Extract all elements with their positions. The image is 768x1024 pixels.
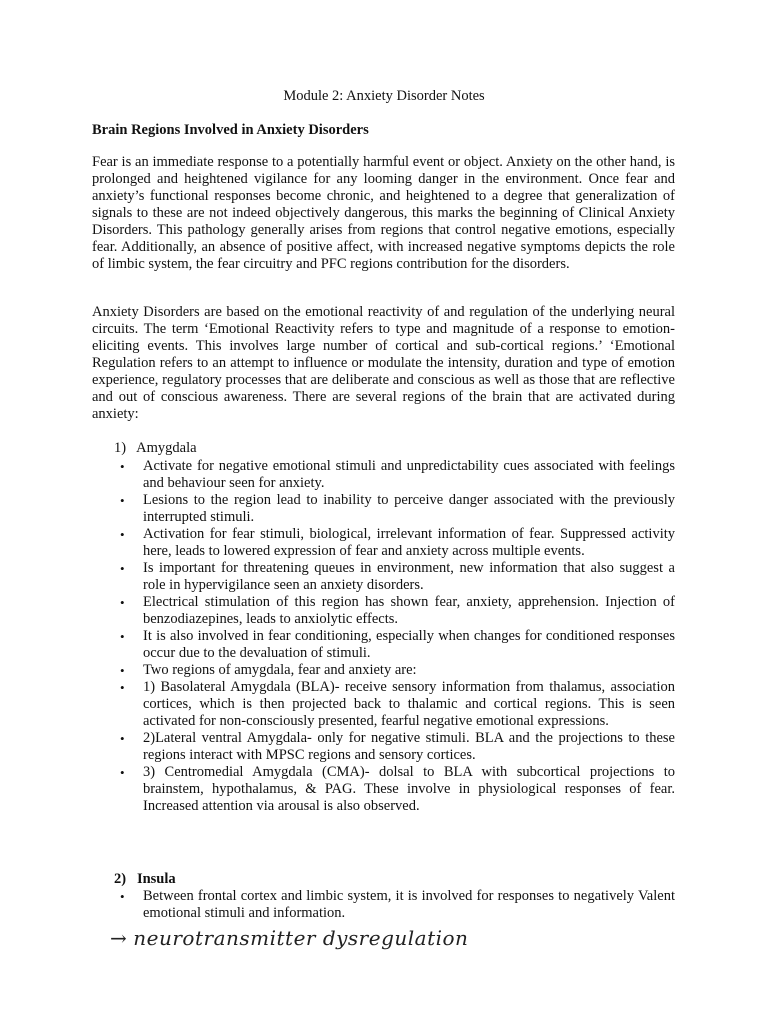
list-item: • 2)Lateral ventral Amygdala- only for negative stimuli. BLA and the projections to these regions interact with MPSC regions and sensory cortices.: [120, 730, 675, 763]
list-item: • 1) Basolateral Amygdala (BLA)- receive sensory information from thalamus, association cortices, which is then projected back to thalamic and cortical regions. This is seen activated for non-consciously presented, fearful negative emotional expressions.: [120, 679, 675, 729]
bullet-icon: •: [120, 561, 125, 576]
list-item: • Lesions to the region lead to inability to perceive danger associated with the previously interrupted stimuli.: [120, 492, 675, 525]
bullet-icon: •: [120, 680, 125, 695]
list-item: • Is important for threatening queues in environment, new information that also suggest a role in hypervigilance seen an anxiety disorders.: [120, 560, 675, 593]
handwritten-note-text: neurotransmitter dysregulation: [133, 926, 469, 950]
handwritten-note: [110, 926, 468, 950]
bullet-icon: •: [120, 765, 125, 780]
list-item: • Two regions of amygdala, fear and anxiety are:: [120, 662, 417, 678]
insula-bullet-list: [118, 888, 675, 922]
amygdala-bullet-list: [118, 458, 675, 815]
amygdala-section-label: 1) Amygdala: [114, 440, 197, 456]
arrow-icon: →: [110, 926, 128, 950]
list-item: • Between frontal cortex and limbic system, it is involved for responses to negatively Valent emotional stimuli and information.: [120, 888, 675, 921]
bullet-icon: •: [120, 731, 125, 746]
emotional-regulation-paragraph: Anxiety Disorders are based on the emotional reactivity of and regulation of the underlying neural circuits. The term ‘Emotional Reactivity refers to type and magnitude of a response to emotion-eliciting events. This involves large number of cortical and sub-cortical regions.’ ‘Emotional Regulation refers to an attempt to influence or modulate the intensity, duration and type of emotion experience, regulatory processes that are deliberate and conscious as well as those that are reflective and out of conscious awareness. There are several regions of the brain that are activated during anxiety:: [92, 304, 675, 422]
document-title: Module 2: Anxiety Disorder Notes: [283, 88, 485, 104]
bullet-icon: •: [120, 629, 125, 644]
list-item: • Activate for negative emotional stimuli and unpredictability cues associated with feelings and behaviour seen for anxiety.: [120, 458, 675, 491]
bullet-icon: •: [120, 889, 125, 904]
bullet-icon: •: [120, 527, 125, 542]
bullet-icon: •: [120, 493, 125, 508]
insula-section-label: 2) Insula: [114, 871, 176, 887]
list-item: • It is also involved in fear conditioning, especially when changes for conditioned responses occur due to the devaluation of stimuli.: [120, 628, 675, 661]
intro-paragraph: Fear is an immediate response to a potentially harmful event or object. Anxiety on the other hand, is prolonged and heightened vigilance for any looming danger in the environment. Once fear and anxiety’s functional responses become chronic, and heightened to a degree that generalization of signals to these are not indeed objectively dangerous, this marks the beginning of Clinical Anxiety Disorders. This pathology generally arises from regions that control negative emotions, especially fear. Additionally, an absence of positive affect, with increased negative symptoms depicts the role of limbic system, the fear circuitry and PFC regions contribution for the disorders.: [92, 154, 675, 272]
bullet-icon: •: [120, 663, 125, 678]
list-item: • 3) Centromedial Amygdala (CMA)- dolsal to BLA with subcortical projections to brainstem, hypothalamus, & PAG. These involve in physiological responses of fear. Increased attention via arousal is also observed.: [120, 764, 675, 814]
list-item: • Activation for fear stimuli, biological, irrelevant information of fear. Suppressed activity here, leads to lowered expression of fear and anxiety across multiple events.: [120, 526, 675, 559]
bullet-icon: •: [120, 595, 125, 610]
bullet-icon: •: [120, 459, 125, 474]
list-item: • Electrical stimulation of this region has shown fear, anxiety, apprehension. Injection of benzodiazepines, leads to anxiolytic effects.: [120, 594, 675, 627]
section-heading: Brain Regions Involved in Anxiety Disorders: [92, 122, 369, 138]
